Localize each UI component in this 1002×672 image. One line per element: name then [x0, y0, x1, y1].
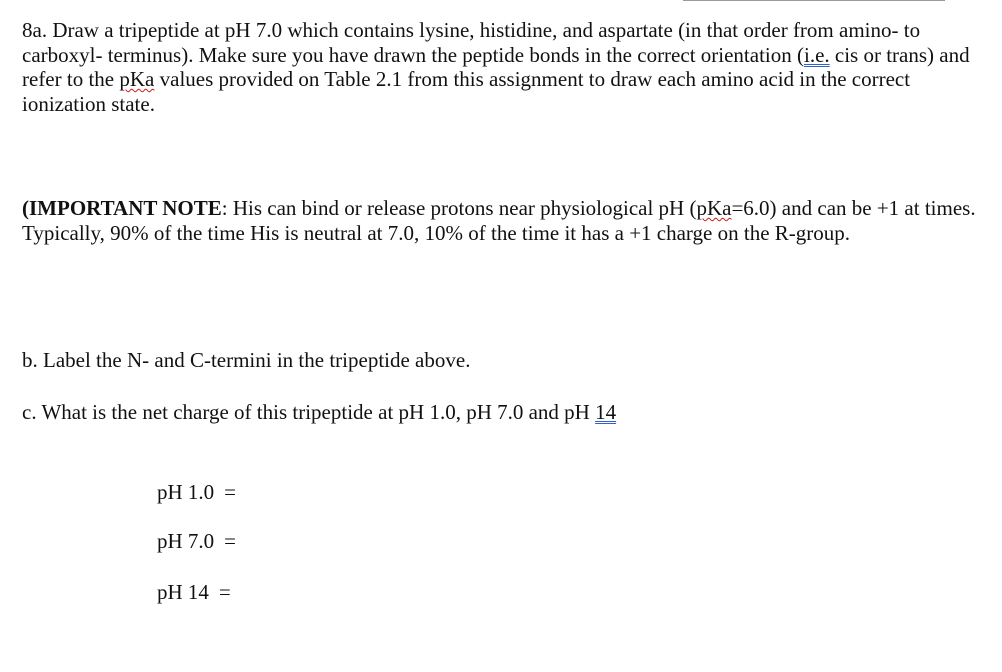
question-8a-text-1: 8a. Draw a tripeptide at pH 7.0 which contains lysine, histidine, and aspartate (in that order from amino- to carboxyl- terminus). Make sure you have drawn the peptide bonds in the correct orientation (: [22, 18, 921, 67]
important-note-heading: (IMPORTANT NOTE: [22, 196, 222, 220]
question-b-text: b. Label the N- and C-termini in the tripeptide above.: [22, 348, 471, 372]
answer-row-ph1: [157, 480, 236, 504]
answer-equals-ph7: =: [224, 529, 237, 553]
answer-row-ph7: [157, 529, 236, 553]
important-note-text-1: : His can bind or release protons near physiological pH (: [221, 196, 697, 220]
question-c-text: c. What is the net charge of this tripeptide at pH 1.0, pH 7.0 and pH: [22, 400, 596, 424]
grammar-flag-ie: i.e.: [804, 42, 830, 67]
answer-label-ph7: pH 7.0: [157, 529, 215, 553]
answer-equals-ph1: =: [224, 480, 237, 504]
question-8a-text-2: cis or trans) and refer to the: [22, 42, 970, 91]
spelling-flag-pka: pKa: [119, 67, 155, 91]
important-note: [22, 196, 982, 245]
answer-label-ph14: pH 14: [157, 580, 209, 604]
question-b: [22, 348, 982, 373]
question-8a-text-3: values provided on Table 2.1 from this assignment to draw each amino acid in the correct ionization state.: [22, 67, 911, 116]
answer-row-ph14: [157, 580, 231, 604]
question-8a: [22, 18, 982, 116]
answer-label-ph1: pH 1.0: [157, 480, 215, 504]
grammar-flag-ph14: 14: [595, 400, 617, 424]
top-rule-line: [683, 0, 945, 1]
answer-equals-ph14: =: [218, 580, 231, 604]
important-note-text-2: =6.0) and can be +1 at times. Typically, 90% of the time His is neutral at 7.0, 10% of the time it has a +1 charge on the R-group.: [22, 196, 976, 245]
question-c: [22, 400, 982, 425]
spelling-flag-pka-note: pKa: [696, 196, 732, 220]
